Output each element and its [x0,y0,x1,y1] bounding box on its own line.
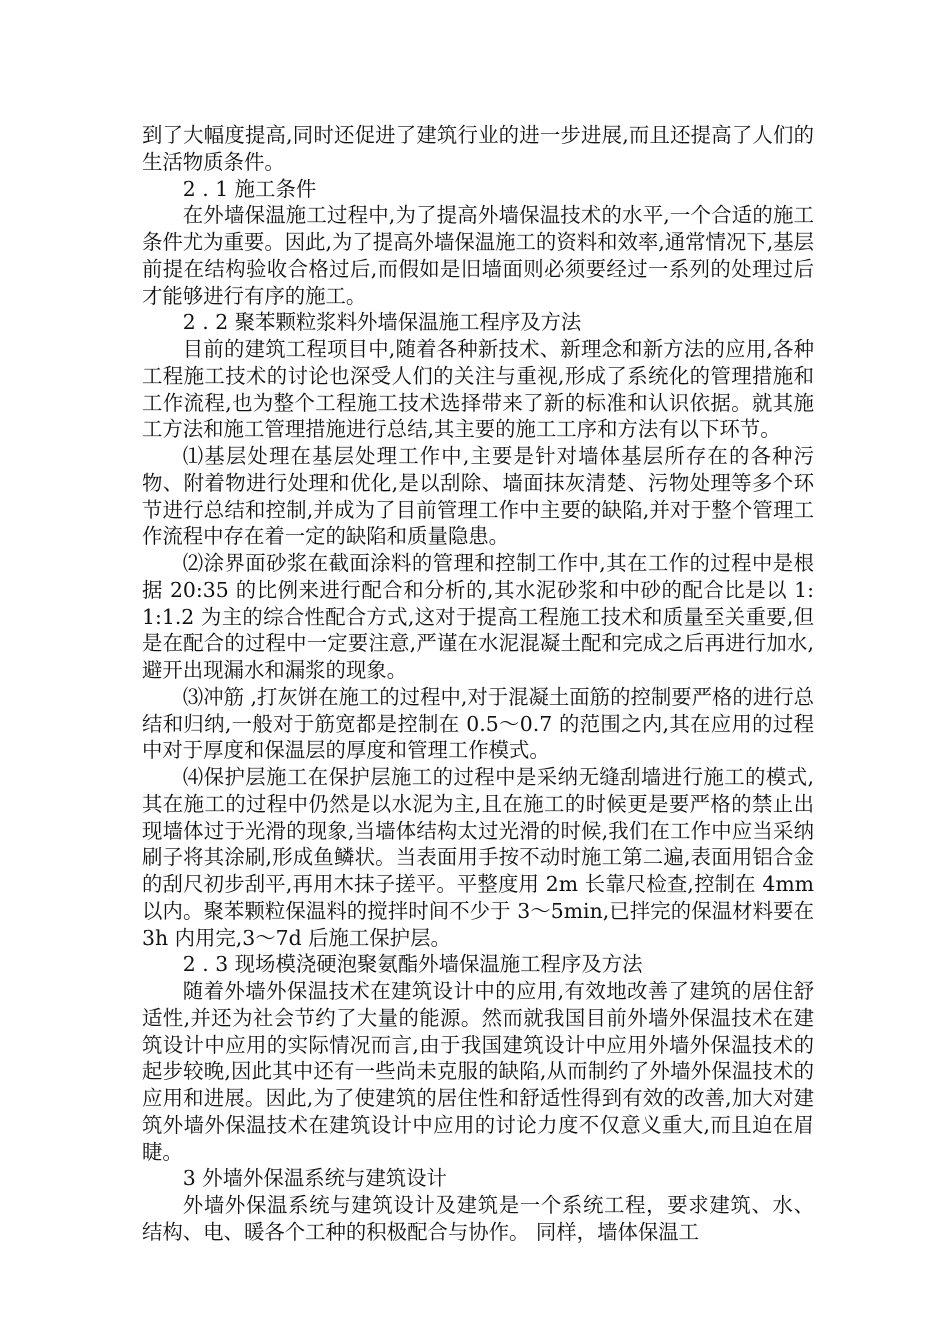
body-paragraph: ⑵涂界面砂浆在截面涂料的管理和控制工作中,其在工作的过程中是根据 20:35 的比例来进行配合和分析的,其水泥砂浆和中砂的配合比是以 1:1:1.2 为主的综合性配合方式,这对于提高工程施工技术和质量至关重要,但是在配合的过程中一定要注意,严谨在水泥混凝土配和完成之后再进行加水,避开出现漏水和漏浆的现象。 [142,551,814,682]
body-paragraph: 随着外墙外保温技术在建筑设计中的应用,有效地改善了建筑的居住舒适性,并还为社会节约了大量的能源。然而就我国目前外墙外保温技术在建筑设计中应用的实际情况而言,由于我国建筑设计中应用外墙外保温技术的起步较晚,因此其中还有一些尚未克服的缺陷,从而制约了外墙外保温技术的应用和进展。因此,为了使建筑的居住性和舒适性得到有效的改善,加大对建筑外墙外保温技术在建筑设计中应用的讨论力度不仅意义重大,而且迫在眉睫。 [142,979,814,1164]
section-heading: 3 外墙外保温系统与建筑设计 [182,1166,447,1191]
body-paragraph: 外墙外保温系统与建筑设计及建筑是一个系统工程，要求建筑、水、结构、电、暖各个工种的积极配合与协作。 同样，墙体保温工 [142,1193,814,1244]
body-paragraph: 到了大幅度提高,同时还促进了建筑行业的进一步进展,而且还提高了人们的生活物质条件。 [142,123,814,174]
section-heading: 2 . 1 施工条件 [182,176,317,201]
document-page [142,122,814,1246]
section-heading: 2 . 2 聚苯颗粒浆料外墙保温施工程序及方法 [182,310,582,335]
section-heading: 2 . 3 现场模浇硬泡聚氨酯外墙保温施工程序及方法 [182,952,643,977]
body-paragraph: 在外墙保温施工过程中,为了提高外墙保温技术的水平,一个合适的施工条件尤为重要。因此,为了提高外墙保温施工的资料和效率,通常情况下,基层前提在结构验收合格过后,而假如是旧墙面则必须要经过一系列的处理过后才能够进行有序的施工。 [142,203,814,308]
body-paragraph: 目前的建筑工程项目中,随着各种新技术、新理念和新方法的应用,各种工程施工技术的讨论也深受人们的关注与重视,形成了系统化的管理措施和工作流程,也为整个工程施工技术选择带来了新的标准和认识依据。就其施工方法和施工管理措施进行总结,其主要的施工工序和方法有以下环节。 [142,337,814,442]
body-paragraph: ⑶冲筋 ,打灰饼在施工的过程中,对于混凝土面筋的控制要严格的进行总结和归纳,一般对于筋宽都是控制在 0.5～0.7 的范围之内,其在应用的过程中对于厚度和保温层的厚度和管理工作模式。 [142,684,814,763]
body-paragraph: ⑷保护层施工在保护层施工的过程中是采纳无缝刮墙进行施工的模式,其在施工的过程中仍然是以水泥为主,且在施工的时候更是要严格的禁止出现墙体过于光滑的现象,当墙体结构太过光滑的时候,我们在工作中应当采纳刷子将其涂刷,形成鱼鳞状。当表面用手按不动时施工第二遍,表面用铝合金的刮尺初步刮平,再用木抹子搓平。平整度用 2m 长靠尺检查,控制在 4mm 以内。聚苯颗粒保温料的搅拌时间不少于 3～5min,已拌完的保温材料要在 3h 内用完,3～7d 后施工保护层。 [142,765,814,950]
body-paragraph: ⑴基层处理在基层处理工作中,主要是针对墙体基层所存在的各种污物、附着物进行处理和优化,是以刮除、墙面抹灰清楚、污物处理等多个环节进行总结和控制,并成为了目前管理工作中主要的缺陷,并对于整个管理工作流程中存在着一定的缺陷和质量隐患。 [142,444,814,549]
